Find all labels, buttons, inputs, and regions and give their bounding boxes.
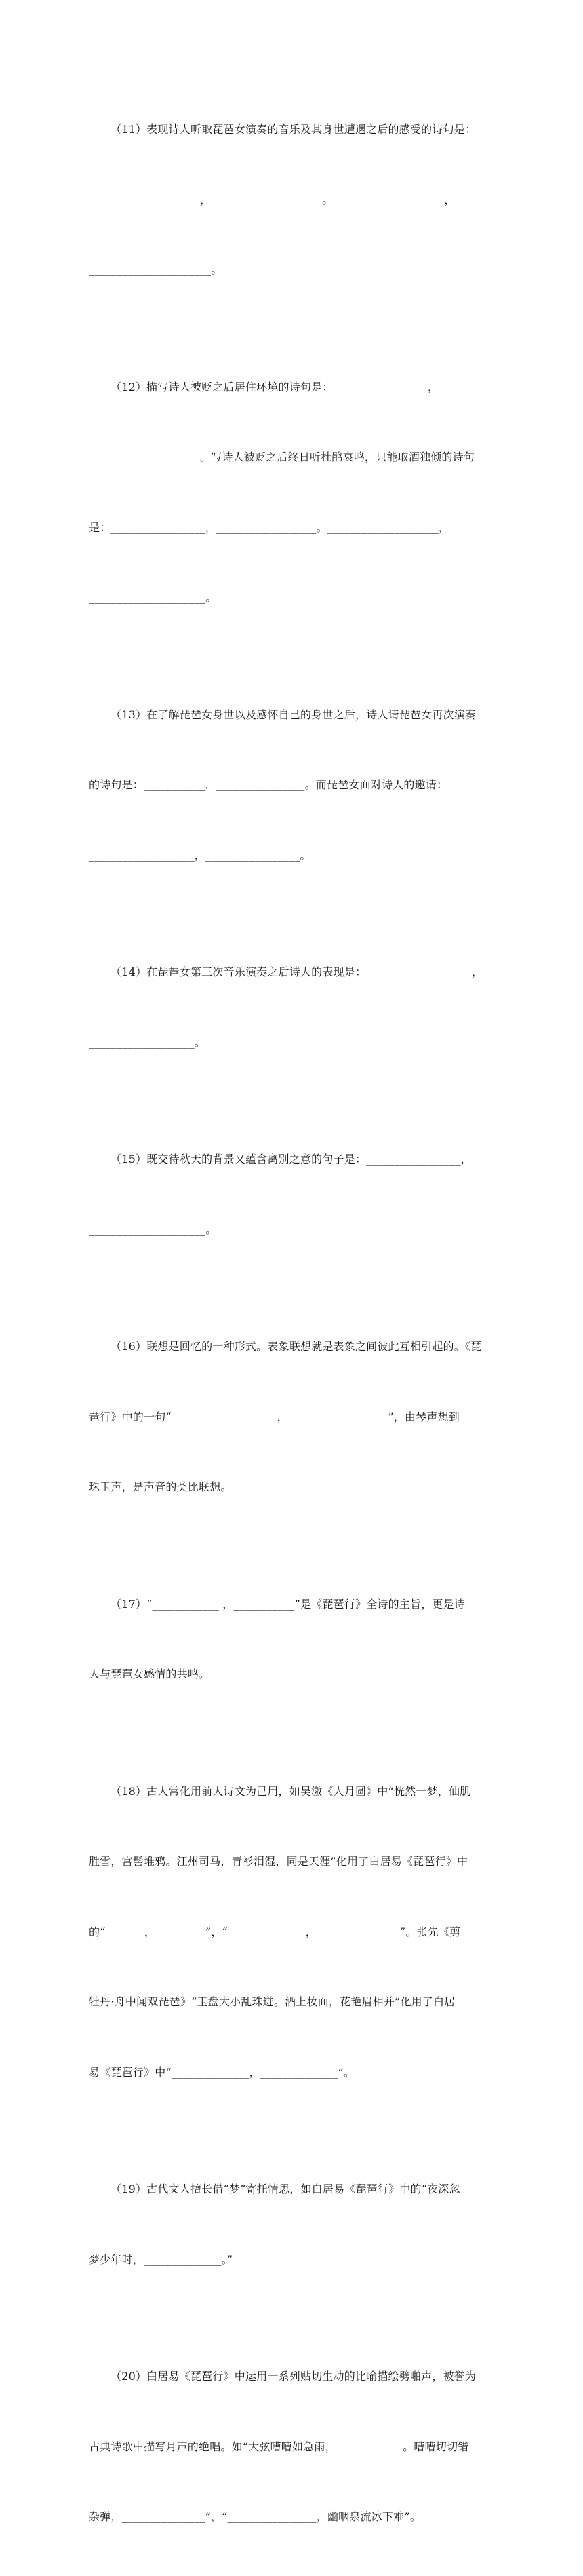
answer-blank-line: _____________________。 [89,1223,217,1236]
answer-blank-line: ___________________。 [89,1035,205,1049]
question-text-line: （14）在琵琶女第三次音乐演奏之后诗人的表现是：___________________， [110,965,483,978]
question-text-line: （15）既交待秋天的背景又蕴含离别之意的句子是：_________________， [110,1153,472,1166]
question-18 [89,1733,496,2132]
question-text-line: （13）在了解琵琶女身世以及感怀自己的身世之后，诗人请琵琶女再次演奏 [110,708,477,721]
question-text-line: （11）表现诗人听取琵琶女演奏的音乐及其身世遭遇之后的感受的诗句是： [110,123,477,136]
question-14 [89,914,496,1101]
question-text-line: 的“_______，_________”，“______________，_______________”。张先《剪 [89,1925,461,1938]
answer-blank-line: ___________________，_________________。 [89,848,311,862]
question-text-line: （19）古代文人擅长借“梦”寄托情思，如白居易《琵琶行》中的“夜深忽 [110,2183,460,2195]
answer-blank-line: ____________________，____________________。____________________， [89,193,456,206]
question-text-line: 的诗句是：___________，________________。而琵琶女面对诗人的邀请： [89,778,448,791]
question-text-line: （12）描写诗人被贬之后居住环境的诗句是：_________________， [110,380,439,393]
question-text-line: 梦少年时，______________。” [89,2252,233,2266]
question-19 [89,2131,496,2318]
question-text-line: （18）古人常化用前人诗文为己用，如吴激《人月圆》中“恍然一梦，仙肌 [110,1784,471,1798]
question-17 [89,1546,496,1733]
answer-blank-line: ______________________。 [89,263,222,276]
document-page [89,71,496,2576]
question-text-line: 人与琵琶女感情的共鸣。 [89,1668,210,1680]
question-text-line: 胜雪，宫髻堆鸦。江州司马，青衫泪湿，同是天涯”化用了白居易《琵琶行》中 [89,1855,468,1868]
answer-blank-line: _____________________。 [89,591,217,604]
question-text-line: ____________________。写诗人被贬之后终日听杜鹃哀鸣，只能取酒独倾的诗句 [89,450,475,463]
question-11 [89,71,496,329]
question-13 [89,657,496,915]
question-20 [89,2318,496,2576]
question-text-line: 易《琵琶行》中“______________，______________”。 [89,2065,355,2079]
question-text-line: 杂弹，_______________”，“________________，幽咽泉流冰下难”。 [89,2510,421,2523]
question-16 [89,1288,496,1546]
question-text-line: （17）“____________ ，___________”是《琵琶行》全诗的主旨，更是诗 [110,1597,466,1611]
question-15 [89,1101,496,1288]
question-text-line: （16）联想是回忆的一种形式。表象联想就是表象之间彼此互相引起的。《琵 [110,1340,482,1353]
question-text-line: 琶行》中的一句“___________________，__________________”，由琴声想到 [89,1410,460,1423]
question-text-line: 珠玉声，是声音的类比联想。 [89,1480,232,1493]
answer-blank-line: 是：_________________，__________________。____________________， [89,520,449,534]
question-12 [89,329,496,657]
question-text-line: 古典诗歌中描写月声的绝唱。如“大弦嘈嘈如急雨，____________。嘈嘈切切错 [89,2440,469,2453]
question-text-line: 牡丹·舟中闻双琵琶》“玉盘大小乱珠迸。酒上妆面，花艳眉相并”化用了白居 [89,1995,456,2008]
question-text-line: （20）白居易《琵琶行》中运用一系列贴切生动的比喻描绘劈啪声，被誉为 [110,2370,477,2383]
